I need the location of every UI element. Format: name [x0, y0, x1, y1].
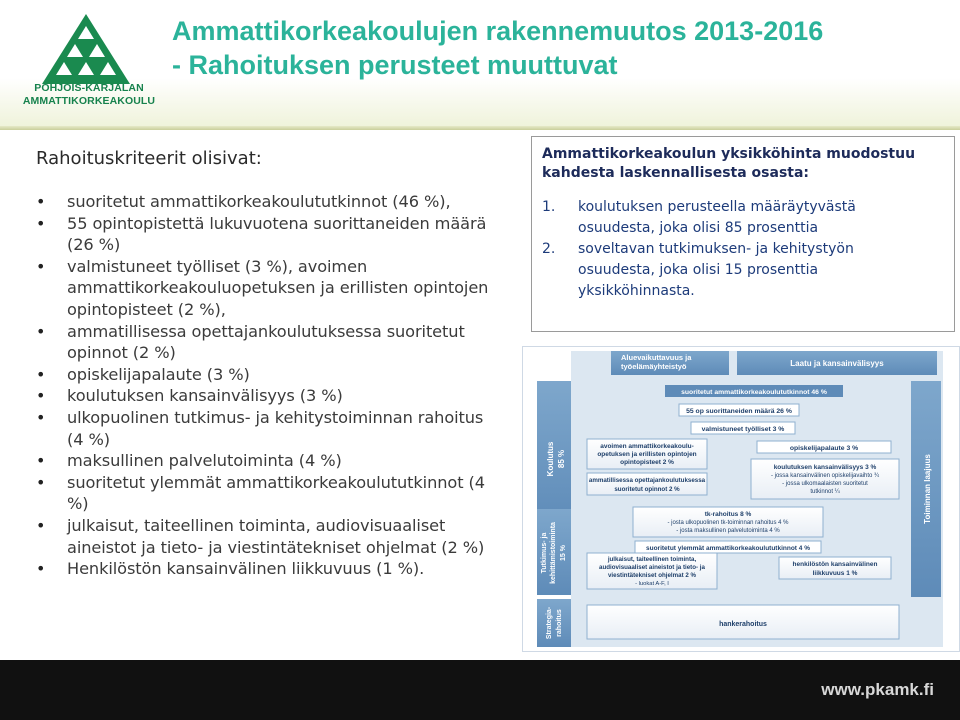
- item-line: osuudesta, joka olisi 85 prosenttia: [578, 220, 819, 236]
- criteria-item: • Henkilöstön kansainvälinen liikkuvuus (1 %).: [36, 558, 496, 580]
- bar-rd-line-2: - josta ulkopuolinen tk-toiminnan rahoitus 4 %: [667, 520, 789, 526]
- side-volume-label: Toiminnan laajuus: [923, 454, 932, 524]
- tab-quality-label: Laatu ja kansainvälisyys: [790, 359, 884, 368]
- header-band: [0, 0, 960, 130]
- bar-55op-label: 55 op suorittaneiden määrä 26 %: [686, 408, 792, 415]
- bar-open-line-3: opintopisteet 2 %: [620, 459, 674, 466]
- bar-pub-line-2: audiovisuaaliset aineistot ja tieto- ja: [599, 564, 705, 571]
- criteria-item: • ulkopuolinen tutkimus- ja kehitystoiminnan rahoitus (4 %): [36, 407, 496, 450]
- criteria-item: • opiskelijapalaute (3 %): [36, 364, 496, 386]
- criteria-item: • maksullinen palvelutoiminta (4 %): [36, 450, 496, 472]
- bar-masters-label: suoritetut ylemmät ammattikorkeakoulututkinnot 4 %: [646, 545, 810, 552]
- bar-rd-line-3: - josta maksullinen palvelutoiminta 4 %: [676, 528, 780, 534]
- unit-price-item: [542, 239, 944, 302]
- item-number: 1.: [542, 199, 556, 215]
- bar-rd-line-1: tk-rahoitus 8 %: [704, 511, 752, 518]
- criteria-item: • 55 opintopistettä lukuvuotena suorittaneiden määrä (26 %): [36, 213, 496, 256]
- unit-price-box: [531, 136, 955, 332]
- bar-degrees-label: suoritetut ammattikorkeakoulututkinnot 46 %: [681, 389, 827, 396]
- item-line: yksikköhinnasta.: [578, 283, 695, 299]
- bar-pub-line-3: viestintätekniset ohjelmat 2 %: [607, 572, 697, 579]
- criteria-list: [36, 191, 496, 580]
- footer-url[interactable]: www.pkamk.fi: [821, 680, 934, 699]
- bar-pub-line-4: - luokat A-F, I: [635, 581, 669, 587]
- side-education-line-2: 85 %: [557, 449, 566, 469]
- page-title: [172, 14, 952, 82]
- criteria-item: • suoritetut ylemmät ammattikorkeakoulututkinnot (4 %): [36, 472, 496, 515]
- funding-diagram: [522, 346, 960, 652]
- item-line: soveltavan tutkimuksen- ja kehitystyön: [578, 241, 854, 257]
- item-number: 2.: [542, 241, 556, 257]
- title-line-1: Ammattikorkeakoulujen rakennemuutos 2013-2016: [172, 16, 824, 46]
- logo-line-1: POHJOIS-KARJALAN: [34, 82, 144, 94]
- side-research-line-1: Tutkimus- ja: [541, 532, 548, 574]
- side-research-line-3: 15 %: [560, 545, 567, 561]
- item-line: koulutuksen perusteella määräytyvästä: [578, 199, 856, 215]
- unit-price-item: [542, 197, 944, 239]
- bar-staff-line-2: liikkuvuus 1 %: [812, 570, 858, 577]
- side-strategy-line-1: Strategia-: [546, 606, 553, 640]
- bar-project-label: hankerahoitus: [719, 621, 767, 628]
- criteria-item: • koulutuksen kansainvälisyys (3 %): [36, 385, 496, 407]
- footer-bar: [0, 660, 960, 720]
- side-strategy: [537, 599, 571, 647]
- bar-open-line-1: avoimen ammattikorkeakoulu-: [600, 443, 694, 450]
- item-line: osuudesta, joka olisi 15 prosenttia: [578, 262, 819, 278]
- bar-staff-line-1: henkilöstön kansainvälinen: [792, 561, 878, 568]
- bar-intl-line-1: koulutuksen kansainvälisyys 3 %: [773, 464, 877, 471]
- logo-text: [14, 82, 164, 108]
- logo-triangle-icon: [20, 8, 160, 88]
- bar-intl-line-3: - jossa ulkomaalaisten suoritetut: [782, 481, 868, 487]
- logo-line-2: AMMATTIKORKEAKOULU: [22, 95, 156, 107]
- criteria-item: • suoritetut ammattikorkeakoulututkinnot (46 %),: [36, 191, 496, 213]
- criteria-section: [36, 148, 496, 580]
- side-strategy-line-2: rahoitus: [556, 609, 563, 637]
- criteria-item: • valmistuneet työlliset (3 %), avoimen ammattikorkeakouluopetuksen ja erillisten opintojen opintopisteet (2 %),: [36, 256, 496, 321]
- bar-intl-line-4: tutkinnot ¼: [810, 489, 840, 495]
- criteria-item: • ammatillisessa opettajankoulutuksessa suoritetut opinnot (2 %): [36, 321, 496, 364]
- bar-intl-line-2: - jossa kansainvälinen opiskelijavaihto ¾: [770, 473, 880, 479]
- bar-pub-line-1: julkaisut, taiteellinen toiminta,: [607, 556, 697, 563]
- criteria-item: • julkaisut, taiteellinen toiminta, audiovisuaaliset aineistot ja tieto- ja viestintätekniset ohjelmat (2 %): [36, 515, 496, 558]
- unit-price-list: [542, 197, 944, 302]
- unit-price-heading: Ammattikorkeakoulun yksikköhinta muodostuu kahdesta laskennallisesta osasta:: [542, 146, 916, 181]
- bar-feedback-label: opiskelijapalaute 3 %: [789, 445, 859, 452]
- funding-diagram-svg: [523, 347, 959, 651]
- tab-regional-line-2: työelämäyhteistyö: [621, 362, 687, 371]
- title-line-2: - Rahoituksen perusteet muuttuvat: [172, 50, 618, 80]
- criteria-heading: Rahoituskriteerit olisivat:: [36, 148, 262, 169]
- tab-regional-line-1: Aluevaikuttavuus ja: [621, 353, 692, 362]
- side-education-line-1: Koulutus: [546, 441, 555, 477]
- side-research-line-2: kehittämistoiminta: [550, 522, 557, 584]
- bar-employed-label: valmistuneet työlliset 3 %: [701, 426, 785, 433]
- bar-teacher-line-2: suoritetut opinnot 2 %: [614, 486, 680, 493]
- bar-teacher-line-1: ammatillisessa opettajankoulutuksessa: [588, 477, 706, 484]
- bar-open-line-2: opetuksen ja erillisten opintojen: [597, 451, 697, 458]
